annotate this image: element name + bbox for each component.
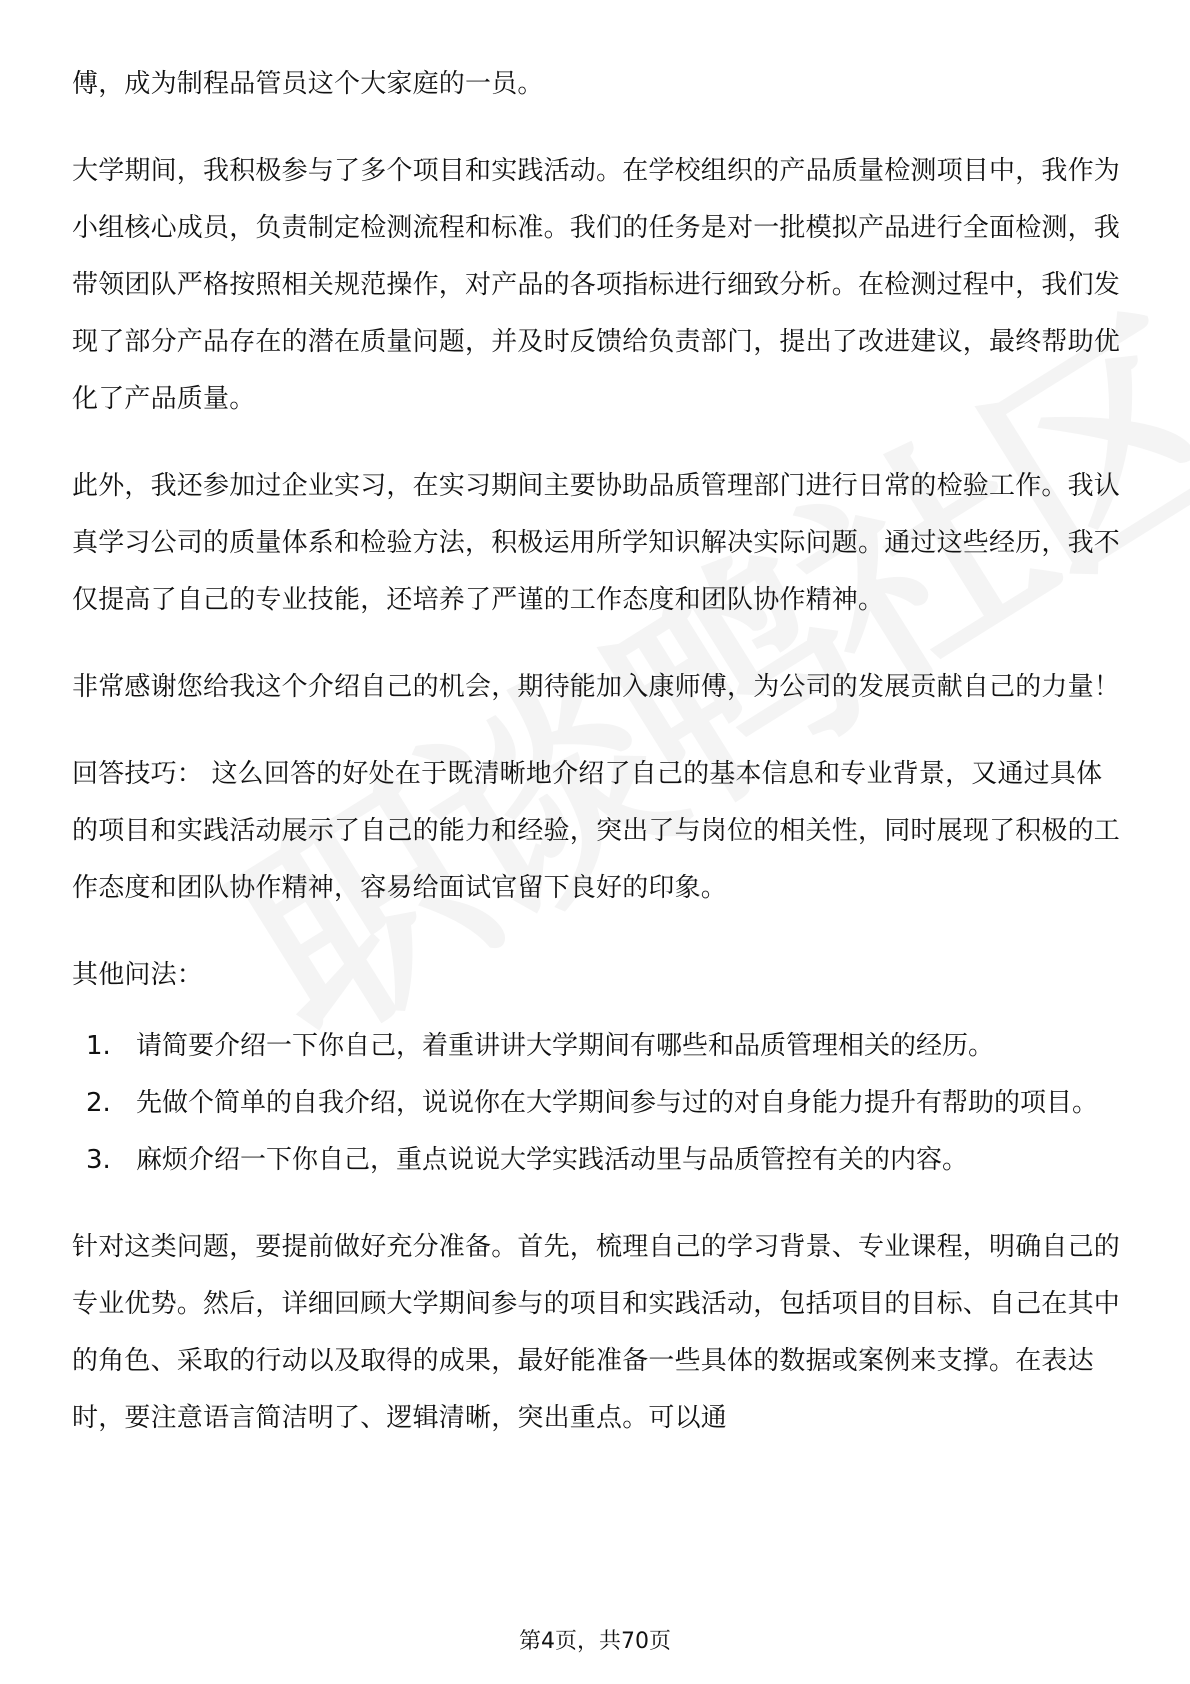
- list-item: [72, 1018, 1122, 1075]
- paragraph-other-questions-heading: 其他问法：: [72, 960, 204, 990]
- paragraph-preparation-advice: 针对这类问题，要提前做好充分准备。首先，梳理自己的学习背景、专业课程，明确自己的专业优势。然后，详细回顾大学期间参与的项目和实践活动，包括项目的目标、自己在其中的角色、采取的行动以及取得的成果，最好能准备一些具体的数据或案例来支撑。在表达时，要注意语言简洁明了、逻辑清晰，突出重点。可以通: [72, 1232, 1121, 1433]
- list-item-number: 3.: [86, 1145, 111, 1175]
- paragraph-university-projects: 大学期间，我积极参与了多个项目和实践活动。在学校组织的产品质量检测项目中，我作为小组核心成员，负责制定检测流程和标准。我们的任务是对一批模拟产品进行全面检测，我带领团队严格按照相关规范操作，对产品的各项指标进行细致分析。在检测过程中，我们发现了部分产品存在的潜在质量问题，并及时反馈给负责部门，提出了改进建议，最终帮助优化了产品质量。: [72, 156, 1121, 414]
- paragraph-answer-tips: 回答技巧： 这么回答的好处在于既清晰地介绍了自己的基本信息和专业背景，又通过具体的项目和实践活动展示了自己的能力和经验，突出了与岗位的相关性，同时展现了积极的工作态度和团队协作精神，容易给面试官留下良好的印象。: [72, 759, 1121, 903]
- page-number-footer: 第4页，共70页: [519, 1629, 671, 1654]
- list-item: [72, 1075, 1122, 1132]
- list-item-text: 请简要介绍一下你自己，着重讲讲大学期间有哪些和品质管理相关的经历。: [136, 1031, 995, 1061]
- list-item-text: 麻烦介绍一下你自己，重点说说大学实践活动里与品质管控有关的内容。: [136, 1145, 969, 1175]
- list-item: [72, 1132, 1122, 1189]
- paragraph-thanks: 非常感谢您给我这个介绍自己的机会，期待能加入康师傅，为公司的发展贡献自己的力量！: [72, 672, 1121, 702]
- list-item-number: 2.: [86, 1088, 111, 1118]
- list-item-number: 1.: [86, 1031, 111, 1061]
- other-questions-list: [72, 1018, 1122, 1189]
- paragraph-internship: 此外，我还参加过企业实习，在实习期间主要协助品质管理部门进行日常的检验工作。我认真学习公司的质量体系和检验方法，积极运用所学知识解决实际问题。通过这些经历，我不仅提高了自己的专业技能，还培养了严谨的工作态度和团队协作精神。: [72, 471, 1121, 615]
- document-body: [72, 56, 1122, 1477]
- paragraph-intro-tail: 傅，成为制程品管员这个大家庭的一员。: [72, 69, 544, 99]
- list-item-text: 先做个简单的自我介绍，说说你在大学期间参与过的对自身能力提升有帮助的项目。: [136, 1088, 1099, 1118]
